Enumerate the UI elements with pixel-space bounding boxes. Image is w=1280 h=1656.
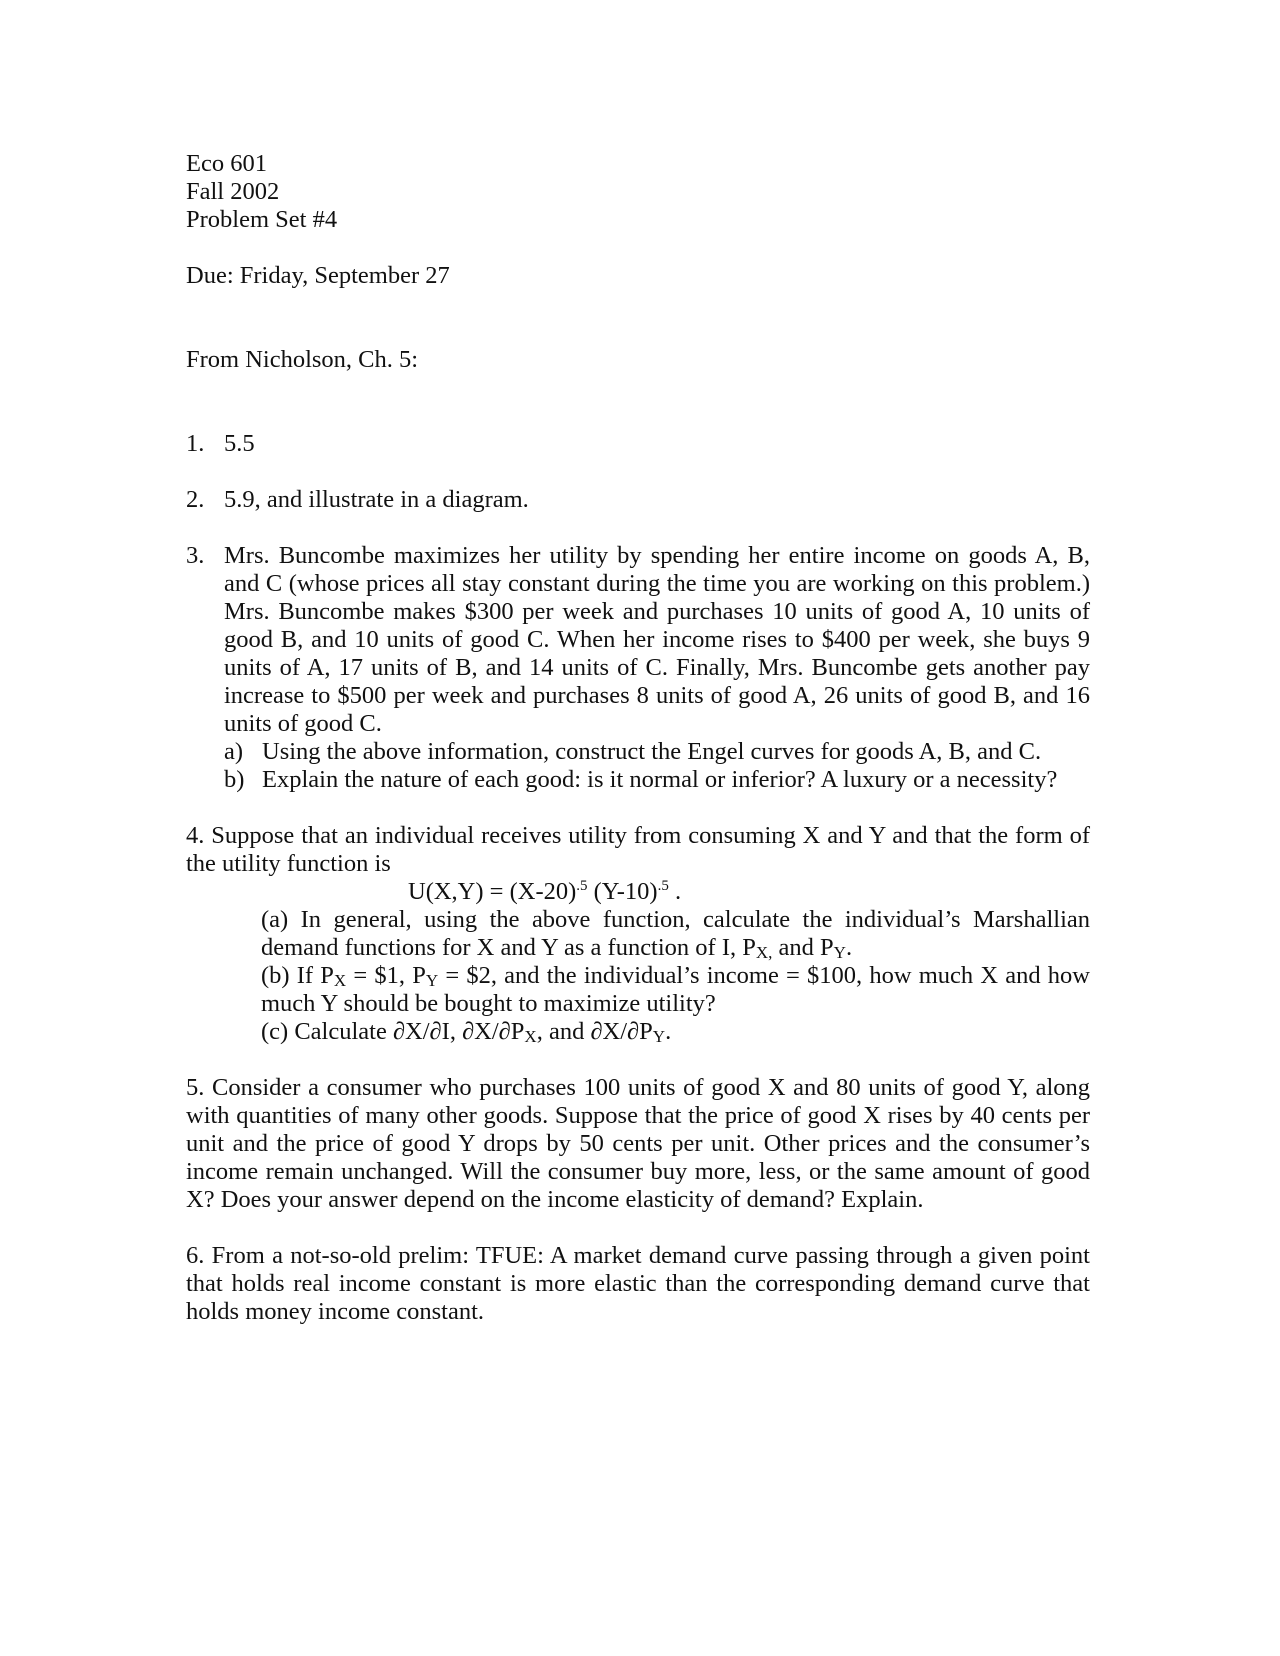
question-4-part-b: (b) If $P_X$ = $1, $P_Y$ = $2, and the individual’s income = $100, how much X and how much Y should be bought to maximize utility? xyxy=(261,962,1090,1017)
question-3-part-b xyxy=(224,766,1090,794)
question-number: 2. xyxy=(186,486,205,513)
question-1 xyxy=(186,430,1090,458)
course-title: Eco 601 xyxy=(186,150,267,177)
question-5: 5. Consider a consumer who purchases 100 units of good X and 80 units of good Y, along with quantities of many other goods. Suppose that the price of good X rises by 40 cents per unit and the price of good Y drops by 50 cents per unit. Other prices and the consumer’s income remain unchanged. Will the consumer buy more, less, or the same amount of good X? Does your answer depend on the income elasticity of demand? Explain. xyxy=(186,1074,1090,1213)
due-date: Due: Friday, September 27 xyxy=(186,262,450,289)
question-4-intro: 4. Suppose that an individual receives utility from consuming X and Y and that the form of the utility function is xyxy=(186,822,1090,877)
question-number: 3. xyxy=(186,542,205,569)
question-text: 5.5 xyxy=(224,430,255,457)
problem-set-title: Problem Set #4 xyxy=(186,206,338,233)
part-label: a) xyxy=(224,738,244,765)
question-4-part-c: (c) Calculate ∂X/∂I, $\partial X/\partial P_X$, and $\partial X/\partial P_Y$. xyxy=(261,1018,672,1046)
document-page xyxy=(186,150,1090,1326)
part-text: Using the above information, construct the Engel curves for goods A, B, and C. xyxy=(262,738,1042,765)
question-text: Mrs. Buncombe maximizes her utility by spending her entire income on goods A, B, and C (whose prices all stay constant during the time you are working on this problem.) Mrs. Buncombe makes $300 per week and purchases 10 units of good A, 10 units of good B, and 10 units of good C. When her income rises to $400 per week, she buys 9 units of A, 17 units of B, and 14 units of C. Finally, Mrs. Buncombe gets another pay increase to $500 per week and purchases 8 units of good A, 26 units of good B, and 16 units of good C. xyxy=(224,542,1090,737)
question-4-part-a: (a) In general, using the above function, calculate the individual’s Marshallian demand functions for X and Y as a function of I, $P_{X,}$ and $P_Y$. xyxy=(261,906,1090,962)
question-2 xyxy=(186,486,1090,514)
term: Fall 2002 xyxy=(186,178,280,205)
question-3-part-a xyxy=(224,738,1090,766)
question-number: 1. xyxy=(186,430,205,457)
utility-function: $U(X,Y) = (X-20)^{.5}$ $(Y-10)^{.5}$ . xyxy=(408,877,682,905)
question-text: 5.9, and illustrate in a diagram. xyxy=(224,486,529,513)
question-6: 6. From a not-so-old prelim: TFUE: A market demand curve passing through a given point that holds real income constant is more elastic than the corresponding demand curve that holds money income constant. xyxy=(186,1242,1090,1325)
source-reference: From Nicholson, Ch. 5: xyxy=(186,346,419,373)
part-text: Explain the nature of each good: is it normal or inferior? A luxury or a necessity? xyxy=(262,766,1058,793)
part-label: b) xyxy=(224,766,245,793)
question-3 xyxy=(186,542,1090,738)
